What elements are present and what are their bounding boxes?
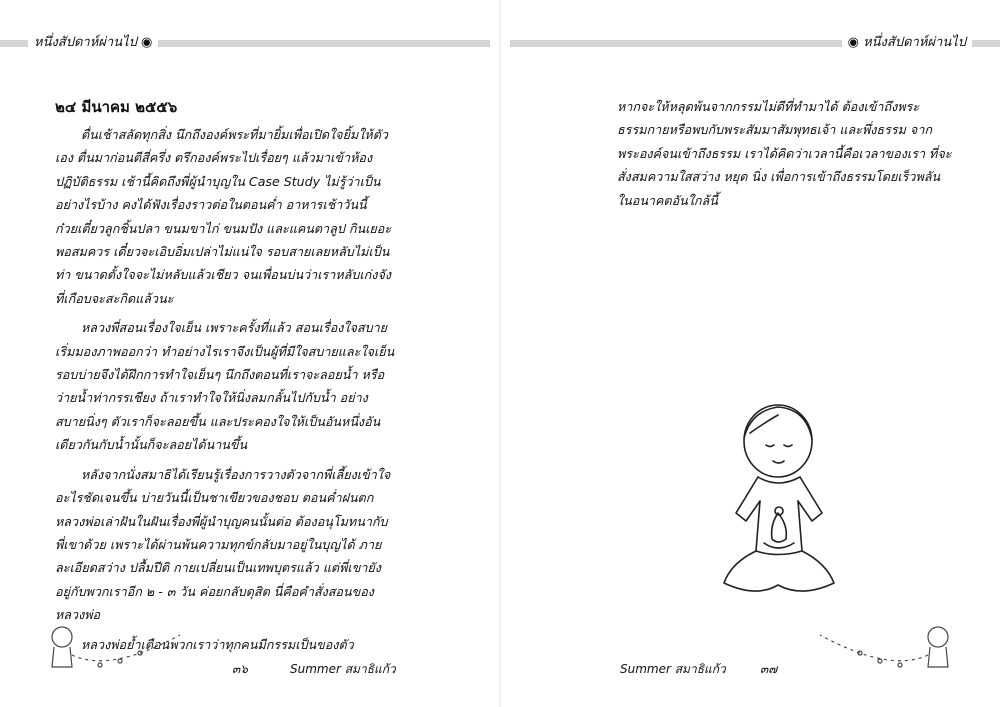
right-page xyxy=(617,95,952,218)
book-gutter xyxy=(499,0,501,707)
footer-title-right: Summer สมาธิแก้ว xyxy=(620,662,726,676)
right-paragraph: หากจะให้หลุดพ้นจากกรรมไม่ดีที่ทำมาได้ ต้องเข้าถึงพระธรรมกายหรือพบกับพระสัมมาสัมพุทธเจ้า และพึ่งธรรม จากพระองค์จนเข้าถึงธรรม เราได้คิดว่าเวลานี้คือเวลาของเรา ที่จะสั่งสมความใสสว่าง หยุด นิ่ง เพื่อการเข้าถึงธรรมโดยเร็วพลัน ในอนาคตอันใกล้นี้ xyxy=(617,99,952,208)
paragraph-2: หลวงพี่สอนเรื่องใจเย็น เพราะครั้งที่แล้ว สอนเรื่องใจสบาย เริ่มมองภาพออกว่า ทำอย่างไรเราจึงเป็นผู้ที่มีใจสบายและใจเย็น รอบบ่ายจึงได้ฝึกการทำใจเย็นๆ นึกถึงตอนที่เราจะลอยน้ำ หรือว่ายน้ำท่ากรรเชียง ถ้าเราทำใจให้นิ่งลมกลั้นไปกับน้ำ อย่างสบายนิ่งๆ ตัวเราก็จะลอยขึ้น และประคองใจให้เป็นอันหนึ่งอันเดียวกันกับน้ำนั้นก็จะลอยได้นานขึ้น xyxy=(55,320,395,453)
paragraph-1: ตื่นเช้าสลัดทุกสิ่ง นึกถึงองค์พระที่มายิ้มเพื่อเปิดใจยิ้มให้ตัวเอง ตื่นมาก่อนตีสี่ครึ่ง ตรึกองค์พระไปเรื่อยๆ แล้วมาเข้าห้องปฏิบัติธรรม เช้านี้คิดถึงพี่ผู้นำบุญใน Case Study ไม่รู้ว่าเป็นอย่างไรบ้าง คงได้ฟังเรื่องราวต่อในตอนค่ำ อาหารเช้าวันนี้ก๋วยเตี๋ยวลูกชิ้นปลา ขนมขาไก่ ขนมปัง และแคนตาลูป กินเยอะพอสมควร เดี๋ยวจะเอิบอิ่มเปล่าไม่แน่ใจ รอบสายเลยหลับไม่เป็นท่า ขนาดตั้งใจจะไม่หลับแล้วเชียว จนเพื่อนบ่นว่าเราหลับเก่งจัง ที่เกือบจะสะกิดแล้วนะ xyxy=(55,127,392,306)
footer-page-number-right: ๓๗ xyxy=(760,662,778,676)
running-head-right: ◉ หนึ่งสัปดาห์ผ่านไป xyxy=(842,33,972,53)
date-heading: ๒๔ มีนาคม ๒๕๕๖ xyxy=(55,98,178,116)
left-page xyxy=(55,95,395,662)
footer-page-number-left: ๓๖ xyxy=(232,662,248,676)
running-head-left: หนึ่งสัปดาห์ผ่านไป ◉ xyxy=(28,33,158,53)
footer-title-left: Summer สมาธิแก้ว xyxy=(290,662,396,676)
meditating-child-icon xyxy=(716,393,841,608)
paragraph-4: หลวงพ่อย้ำเตือนพวกเราว่าทุกคนมีกรรมเป็นของตัว xyxy=(81,636,354,652)
paragraph-3: หลังจากนั่งสมาธิได้เรียนรู้เรื่องการวางตัวจากพี่เลี้ยงเข้าใจอะไรชัดเจนขึ้น บ่ายวันนี้เป็นชาเขียวของชอบ ตอนค่ำฝนตก หลวงพ่อเล่าฝันในฝันเรื่องพี่ผู้นำบุญคนนั้นต่อ ต้องอนุโมทนากับพี่เขาด้วย เพราะได้ผ่านพ้นความทุกข์กลับมาอยู่ในบุญได้ ภายละเอียดสว่าง ปลื้มปีติ กายเปลี่ยนเป็นเทพบุตรแล้ว แต่พี่เขายังอยู่กับพวกเราอีก ๒ - ๓ วัน ค่อยกลับดุสิต นี่คือคำสั่งสอนของหลวงพ่อ xyxy=(55,466,391,623)
child-with-rope-icon xyxy=(40,615,190,675)
child-with-rope-icon-right xyxy=(810,615,960,675)
